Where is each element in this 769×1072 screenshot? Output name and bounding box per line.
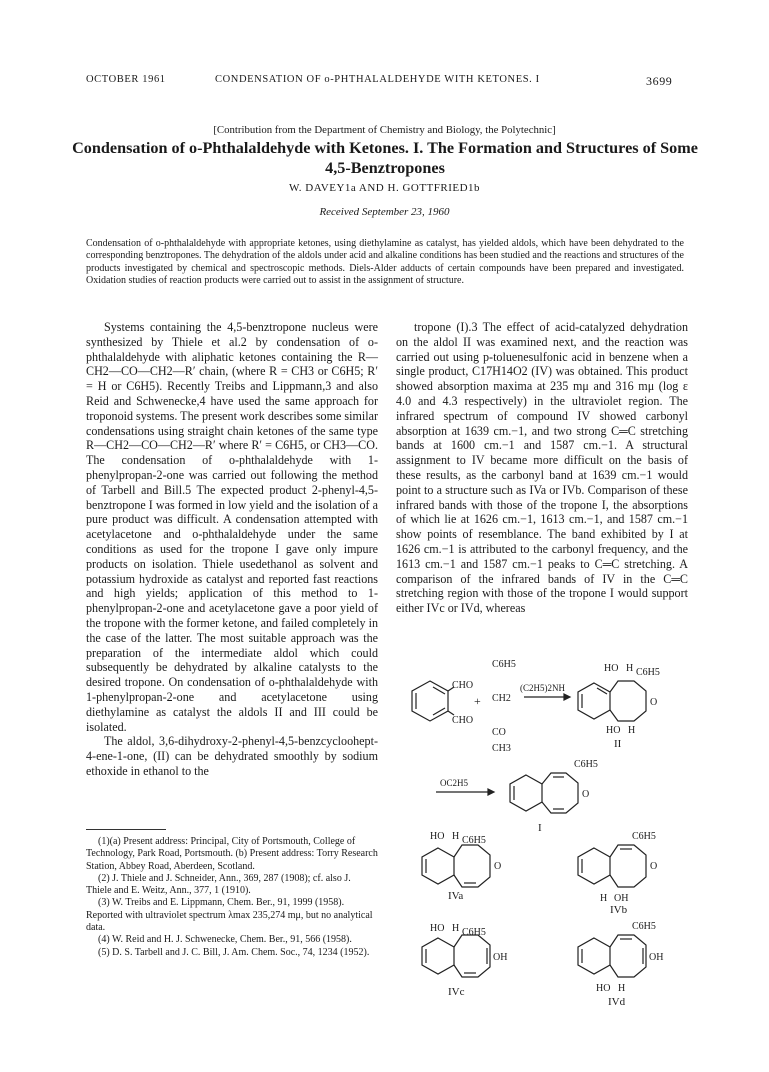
label-ch3: CH3	[492, 743, 511, 754]
label-cho: CHO	[452, 715, 474, 726]
page-number: 3699	[646, 74, 673, 88]
label-oh: OH	[649, 952, 664, 963]
label-co: CO	[492, 727, 506, 738]
body-left-column	[86, 320, 378, 779]
footnote: (1)(a) Present address: Principal, City of Portsmouth, College of Technology, Park Road, Portsmouth. (b) Present address: Torry Research Station, Abbey Road, Aberdeen, Scotland.	[86, 836, 378, 872]
compound-label-ivb: IVb	[610, 904, 628, 916]
label-o: O	[650, 861, 658, 872]
label-h: H	[628, 725, 636, 736]
compound-label-i: I	[538, 822, 542, 834]
label-o: O	[650, 697, 658, 708]
label-c6h5: C6H5	[632, 831, 656, 842]
compound-label-ii: II	[614, 738, 622, 750]
compound-label-iva: IVa	[448, 890, 464, 902]
label-ch2: CH2	[492, 693, 511, 704]
article-title: Condensation of o-Phthalaldehyde with Ketones. I. The Formation and Structures of Some 4,5-Benztropones	[72, 139, 698, 177]
base-label: OC2H5	[440, 778, 469, 788]
footnote: (5) D. S. Tarbell and J. C. Bill, J. Am. Chem. Soc., 74, 1234 (1952).	[98, 946, 370, 958]
label-oh: OH	[614, 893, 629, 904]
arrow-head-icon	[564, 694, 570, 700]
label-h: H	[452, 831, 460, 842]
aldol-ii-structure	[578, 681, 646, 721]
footnote: (4) W. Reid and H. J. Schwenecke, Chem. Ber., 91, 566 (1958).	[98, 934, 352, 946]
arrow-head-icon	[488, 789, 494, 795]
label-ho: HO	[430, 923, 445, 934]
footnote-rule	[86, 829, 166, 830]
label-cho: CHO	[452, 680, 474, 691]
footnote: (2) J. Thiele and J. Schneider, Ann., 369, 287 (1908); cf. also J. Thiele and E. Weitz, Ann., 377, 1 (1910).	[86, 872, 351, 897]
footnotes	[86, 836, 378, 959]
label-ho: HO	[604, 663, 619, 674]
label-ho: HO	[606, 725, 621, 736]
label-ho: HO	[430, 831, 445, 842]
label-c6h5: C6H5	[636, 667, 660, 678]
label-c6h5: C6H5	[462, 927, 486, 938]
label-h: H	[600, 893, 608, 904]
label-ho: HO	[596, 983, 611, 994]
label-o: O	[494, 861, 502, 872]
structure-ivd	[578, 935, 646, 977]
label-c6h5: C6H5	[632, 921, 656, 932]
structure-ivb	[578, 845, 646, 887]
label-o: O	[582, 789, 590, 800]
footnote: (3) W. Treibs and E. Lippmann, Chem. Ber., 91, 1999 (1958). Reported with ultraviolet spectrum λmax 235,274 mμ, but no analytical data.	[86, 897, 373, 934]
body-right-column	[396, 320, 688, 616]
catalyst-label: (C2H5)2NH	[520, 683, 565, 693]
compound-label-ivc: IVc	[448, 986, 465, 998]
structure-iva	[422, 845, 490, 887]
body-paragraph: The aldol, 3,6-dihydroxy-2-phenyl-4,5-benzcycloohept-4-ene-1-one, (II) can be dehydrated smoothly by sodium ethoxide in ethanol to the	[86, 734, 378, 778]
label-c6h5: C6H5	[462, 835, 486, 846]
label-oh: OH	[493, 952, 508, 963]
running-head-date: OCTOBER 1961	[86, 74, 166, 85]
compound-label-ivd: IVd	[608, 996, 626, 1008]
body-paragraph: tropone (I).3 The effect of acid-catalyzed dehydration on the aldol II was examined next, and the reaction was carried out using p-toluenesulfonic acid in benzene when a single product, C17H14O2 (IV) was obtained. This product showed absorption maxima at 235 mμ and 316 mμ (log ε 4.0 and 4.3 respectively) in the ultraviolet region. The infrared spectrum of compound IV showed carbonyl absorption at 1639 cm.−1, and two strong C═C stretching bands at 1600 cm.−1 and 1587 cm.−1. A structural assignment to IV became more difficult on the basis of these results, as the carbonyl band at 1639 cm.−1 would point to a structure such as IVa or IVb. Comparison of these infrared bands with those of the tropone I, the absorptions of which lie at 1626 cm.−1, 1613 cm.−1, and 1587 cm.−1 show points of resemblance. The band exhibited by I at 1626 cm.−1 is attributed to the carbonyl frequency, and the 1613 cm.−1 and 1587 cm.−1 peaks to C═C stretching. A comparison of the infrared bands of IV in the C═C stretching region with those of the tropone I would support either IVc or IVd, whereas	[396, 320, 688, 616]
phthalaldehyde-structure	[412, 681, 454, 721]
abstract: Condensation of o-phthalaldehyde with appropriate ketones, using diethylamine as catalyst, has yielded aldols, which have been dehydrated to the corresponding benztropones. The dehydration of the aldols under acid and alkaline conditions has been studied and the reactions and structures of the products investigated by chemical and spectroscopic methods. Diels-Alder adducts of certain compounds have been prepared and investigated. Oxidation studies of reaction products were carried out to assist in the assignment of structure.	[86, 238, 684, 287]
reaction-scheme	[396, 655, 696, 1065]
running-head-title: CONDENSATION OF o-PHTHALALDEHYDE WITH KETONES. I	[215, 74, 540, 85]
received-date: Received September 23, 1960	[319, 206, 450, 218]
label-c6h5: C6H5	[492, 659, 516, 670]
label-h: H	[452, 923, 460, 934]
tropone-i-structure	[510, 773, 578, 813]
contribution-line: [Contribution from the Department of Chemistry and Biology, the Polytechnic]	[213, 124, 556, 136]
authors: W. DAVEY1a AND H. GOTTFRIED1b	[288, 182, 481, 194]
label-c6h5: C6H5	[574, 759, 598, 770]
label-h: H	[618, 983, 626, 994]
label-h: H	[626, 663, 634, 674]
plus-sign: +	[474, 694, 481, 708]
structure-ivc	[422, 935, 490, 977]
body-paragraph: Systems containing the 4,5-benztropone nucleus were synthesized by Thiele et al.2 by condensation of o-phthalaldehyde with aliphatic ketones containing the R—CH2—CO—CH2—R′ chain, (where R = CH3 or C6H5; R′ = H or C6H5). Recently Treibs and Lippmann,3 and also Reid and Schwenecke,4 have used the same approach for troponoid systems. The present work describes some similar condensations using straight chain ketones of the same type R—CH2—CO—CH2—R′ where R′ = C6H5, or CH3—CO. The condensation of o-phthalaldehyde with 1-phenylpropan-2-one was carried out following the method of Tarbell and Bill.5 The expected product 2-phenyl-4,5-benztropone I was formed in low yield and the isolation of a pure product was difficult. A condensation attempted with acetylacetone and o-phthalaldehyde under the same conditions as used for the tropone I gave only impure products on isolation. Thiele usedethanol as solvent and potassium hydroxide as catalyst and reported fast reactions and high yields; application of this method to 1-phenylpropan-2-one and acetylacetone gave a poor yield of the tropone with the former ketone, and failed completely in the case of the latter. The most suitable approach was the preparation of the intermediate aldol which could subsequently be dehydrated by alkaline catalysts to the desired tropone. On condensation of o-phthalaldehyde with 1-phenylpropan-2-one and acetylacetone using diethylamine as catalyst the aldols II and III could be isolated.	[86, 320, 378, 734]
